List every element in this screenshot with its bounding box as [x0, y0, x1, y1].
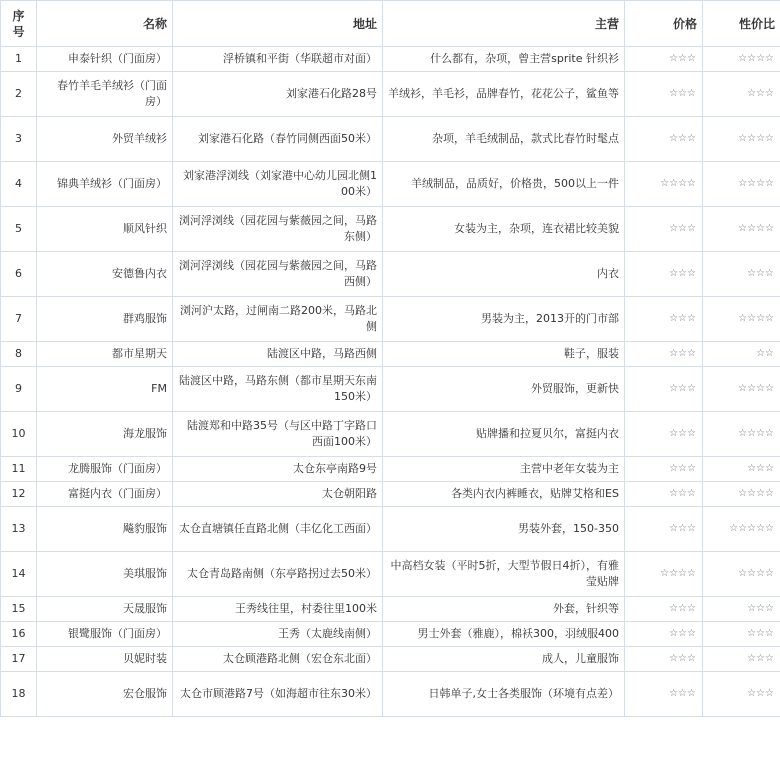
shop-address: 太仓东亭南路9号: [173, 457, 383, 482]
row-number: 9: [1, 367, 37, 412]
shop-main-business: 羊绒衫，羊毛衫，品牌春竹，花花公子，鲨鱼等: [383, 72, 625, 117]
value-rating: ☆☆☆☆: [703, 162, 780, 207]
shop-name: FM: [37, 367, 173, 412]
price-rating: ☆☆☆: [625, 342, 703, 367]
table-row: [1, 552, 780, 597]
shop-main-business: 什么都有，杂项，曾主营sprite 针织衫: [383, 47, 625, 72]
shop-main-business: 鞋子，服装: [383, 342, 625, 367]
shop-main-business: 杂项，羊毛绒制品，款式比春竹时髦点: [383, 117, 625, 162]
shop-address: 刘家港浮浏线（刘家港中心幼儿园北侧100米）: [173, 162, 383, 207]
table-row: [1, 207, 780, 252]
shop-address: 太仓顾港路北侧（宏仓东北面）: [173, 647, 383, 672]
value-rating: ☆☆☆☆: [703, 47, 780, 72]
table-row: [1, 597, 780, 622]
table-row: [1, 412, 780, 457]
price-rating: ☆☆☆☆: [625, 162, 703, 207]
table-row: [1, 482, 780, 507]
table-row: [1, 647, 780, 672]
shop-main-business: 羊绒制品，品质好，价格贵，500以上一件: [383, 162, 625, 207]
row-number: 7: [1, 297, 37, 342]
value-rating: ☆☆☆☆: [703, 552, 780, 597]
shop-address: 太仓直塘镇任直路北侧（丰亿化工西面）: [173, 507, 383, 552]
shop-name: 都市星期天: [37, 342, 173, 367]
value-rating: ☆☆☆: [703, 647, 780, 672]
price-rating: ☆☆☆: [625, 47, 703, 72]
value-rating: ☆☆☆☆: [703, 297, 780, 342]
header-price: 价格: [625, 1, 703, 47]
shop-name: 春竹羊毛羊绒衫（门面房）: [37, 72, 173, 117]
shop-address: 陆渡区中路，马路西侧: [173, 342, 383, 367]
price-rating: ☆☆☆: [625, 482, 703, 507]
shop-main-business: 内衣: [383, 252, 625, 297]
value-rating: ☆☆☆☆: [703, 482, 780, 507]
shop-address: 刘家港石化路28号: [173, 72, 383, 117]
row-number: 11: [1, 457, 37, 482]
row-number: 17: [1, 647, 37, 672]
shop-address: 陆渡区中路，马路东侧（都市星期天东南150米）: [173, 367, 383, 412]
shop-name: 海龙服饰: [37, 412, 173, 457]
price-rating: ☆☆☆: [625, 597, 703, 622]
shop-main-business: 男装为主，2013开的门市部: [383, 297, 625, 342]
shop-main-business: 男士外套（雅鹿），棉袄300，羽绒服400: [383, 622, 625, 647]
value-rating: ☆☆☆☆: [703, 412, 780, 457]
shop-address: 浮桥镇和平街（华联超市对面）: [173, 47, 383, 72]
shop-address: 浏河浮浏线（园花园与紫薇园之间，马路西侧）: [173, 252, 383, 297]
price-rating: ☆☆☆: [625, 297, 703, 342]
shop-address: 王秀线往里，村委往里100米: [173, 597, 383, 622]
shop-address: 太仓市顾港路7号（如海超市往东30米）: [173, 672, 383, 717]
value-rating: ☆☆☆: [703, 622, 780, 647]
row-number: 10: [1, 412, 37, 457]
shop-name: 飚豹服饰: [37, 507, 173, 552]
shop-main-business: 外套，针织等: [383, 597, 625, 622]
value-rating: ☆☆☆☆: [703, 367, 780, 412]
price-rating: ☆☆☆: [625, 367, 703, 412]
price-rating: ☆☆☆: [625, 672, 703, 717]
price-rating: ☆☆☆: [625, 622, 703, 647]
row-number: 18: [1, 672, 37, 717]
shop-main-business: 成人，儿童服饰: [383, 647, 625, 672]
shop-address: 王秀（太鹿线南侧）: [173, 622, 383, 647]
table-row: [1, 117, 780, 162]
shop-name: 锦典羊绒衫（门面房）: [37, 162, 173, 207]
header-no: 序号: [1, 1, 37, 47]
table-row: [1, 342, 780, 367]
price-rating: ☆☆☆: [625, 647, 703, 672]
shop-main-business: 男装外套，150-350: [383, 507, 625, 552]
row-number: 16: [1, 622, 37, 647]
shop-address: 浏河沪太路，过闸南二路200米，马路北侧: [173, 297, 383, 342]
table-row: [1, 507, 780, 552]
header-row: [1, 1, 780, 47]
value-rating: ☆☆☆☆: [703, 207, 780, 252]
shop-address: 浏河浮浏线（园花园与紫薇园之间，马路东侧）: [173, 207, 383, 252]
table-row: [1, 367, 780, 412]
row-number: 14: [1, 552, 37, 597]
shop-main-business: 日韩单子,女士各类服饰（环境有点差）: [383, 672, 625, 717]
shop-name: 安德鲁内衣: [37, 252, 173, 297]
shop-name: 天晟服饰: [37, 597, 173, 622]
price-rating: ☆☆☆: [625, 252, 703, 297]
price-rating: ☆☆☆: [625, 207, 703, 252]
row-number: 2: [1, 72, 37, 117]
table-row: [1, 252, 780, 297]
shop-name: 龙腾服饰（门面房）: [37, 457, 173, 482]
shop-name: 美琪服饰: [37, 552, 173, 597]
table-row: [1, 457, 780, 482]
shop-name: 银鹭服饰（门面房）: [37, 622, 173, 647]
price-rating: ☆☆☆: [625, 457, 703, 482]
value-rating: ☆☆☆: [703, 457, 780, 482]
shop-main-business: 女装为主，杂项，连衣裙比较美貌: [383, 207, 625, 252]
price-rating: ☆☆☆: [625, 72, 703, 117]
value-rating: ☆☆☆☆☆: [703, 507, 780, 552]
shop-name: 顺风针织: [37, 207, 173, 252]
table-row: [1, 162, 780, 207]
shop-name: 富挺内衣（门面房）: [37, 482, 173, 507]
shop-main-business: 贴牌播和拉夏贝尔，富挺内衣: [383, 412, 625, 457]
row-number: 3: [1, 117, 37, 162]
price-rating: ☆☆☆: [625, 507, 703, 552]
row-number: 13: [1, 507, 37, 552]
shop-main-business: 各类内衣内裤睡衣，贴牌艾格和ES: [383, 482, 625, 507]
shop-main-business: 中高档女装（平时5折，大型节假日4折），有雅莹贴牌: [383, 552, 625, 597]
row-number: 6: [1, 252, 37, 297]
row-number: 15: [1, 597, 37, 622]
header-value: 性价比: [703, 1, 780, 47]
row-number: 5: [1, 207, 37, 252]
row-number: 4: [1, 162, 37, 207]
row-number: 12: [1, 482, 37, 507]
table-row: [1, 47, 780, 72]
table-row: [1, 672, 780, 717]
shop-address: 太仓朝阳路: [173, 482, 383, 507]
header-name: 名称: [37, 1, 173, 47]
table-row: [1, 622, 780, 647]
price-rating: ☆☆☆: [625, 412, 703, 457]
value-rating: ☆☆☆☆: [703, 117, 780, 162]
value-rating: ☆☆: [703, 342, 780, 367]
shop-name: 贝妮时装: [37, 647, 173, 672]
price-rating: ☆☆☆☆: [625, 552, 703, 597]
value-rating: ☆☆☆: [703, 672, 780, 717]
value-rating: ☆☆☆: [703, 252, 780, 297]
shop-main-business: 主营中老年女装为主: [383, 457, 625, 482]
header-address: 地址: [173, 1, 383, 47]
value-rating: ☆☆☆: [703, 72, 780, 117]
header-main-business: 主营: [383, 1, 625, 47]
table-row: [1, 72, 780, 117]
row-number: 8: [1, 342, 37, 367]
shop-name: 外贸羊绒衫: [37, 117, 173, 162]
value-rating: ☆☆☆: [703, 597, 780, 622]
row-number: 1: [1, 47, 37, 72]
shop-main-business: 外贸服饰，更新快: [383, 367, 625, 412]
shop-address: 陆渡郑和中路35号（与区中路丁字路口西面100米）: [173, 412, 383, 457]
shop-address: 刘家港石化路（春竹同侧西面50米）: [173, 117, 383, 162]
table-row: [1, 297, 780, 342]
shop-name: 宏仓服饰: [37, 672, 173, 717]
shop-address: 太仓青岛路南侧（东亭路拐过去50米）: [173, 552, 383, 597]
price-rating: ☆☆☆: [625, 117, 703, 162]
shop-name: 群鸡服饰: [37, 297, 173, 342]
shop-name: 申泰针织（门面房）: [37, 47, 173, 72]
